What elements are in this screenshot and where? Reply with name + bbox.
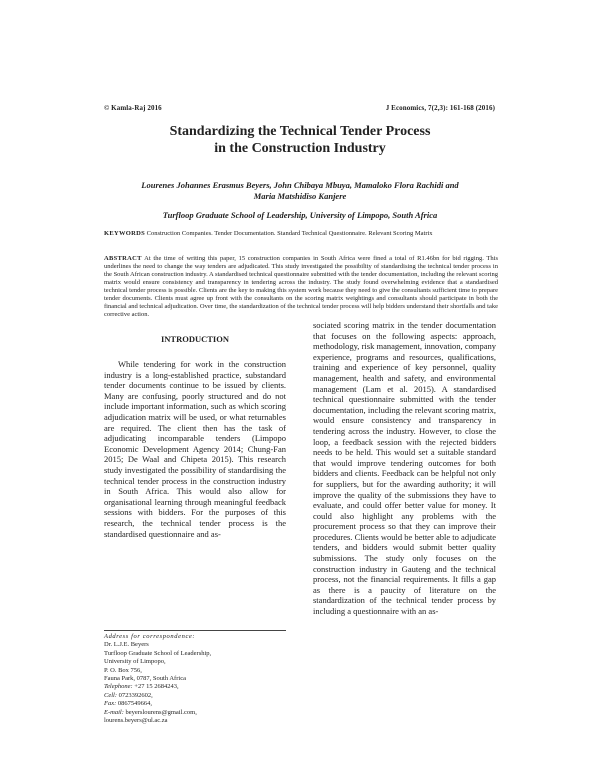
- copyright-notice: © Kamla-Raj 2016: [104, 104, 162, 112]
- abstract-block: [104, 255, 498, 319]
- introduction-heading: INTRODUCTION: [160, 334, 229, 344]
- cell-value: 0723392602,: [118, 691, 153, 699]
- journal-citation: J Economics, 7(2,3): 161-168 (2016): [385, 104, 495, 112]
- keywords-text: Construction Companies. Tender Documentation. Standard Technical Questionnaire. Relevant Scoring Matrix: [146, 230, 433, 237]
- title-line-2: in the Construction Industry: [214, 141, 386, 156]
- running-head: [104, 104, 495, 112]
- correspondence-city: Fauna Park, 0787, South Africa: [104, 675, 186, 683]
- correspondence-university: University of Limpopo,: [104, 658, 166, 666]
- correspondence-po-box: P. O. Box 756,: [104, 666, 142, 674]
- abstract-label: ABSTRACT: [104, 255, 142, 262]
- fax-value: 0867549664,: [117, 700, 153, 708]
- footnote-divider: [104, 630, 286, 631]
- abstract-text: At the time of writing this paper, 15 construction companies in South Africa were fined a total of R1.46bn for bid rigging. This underlines the need to change the way tenders are adjudicated. This study investigated the possibility of standardising the technical tender process in the South African construction industry. A standardised technical questionnaire submitted with the tender documentation, including the relevant scoring matrix would ensure consistency and transparency in tendering across the industry. The study found overwhelming evidence that a standardised technical tender process is possible. Clients are the key to making this system work because they need to give the consultants sufficient time to prepare tender documents. Clients must agree up front with the consultants on the scoring matrix weightings and consultants should participate in both the financial and technical adjudication. Over time, the standardization of the technical tender process will help bidders understand their shortfalls and take corrective action.: [104, 255, 498, 318]
- cell-label: Cell:: [104, 691, 117, 699]
- correspondence-org: Turfloop Graduate School of Leadership,: [104, 649, 212, 657]
- email-value-1[interactable]: beyerslourens@gmail.com,: [125, 708, 197, 716]
- keywords-label: KEYWORDS: [104, 230, 146, 237]
- telephone-value: +27 15 2684243,: [134, 683, 179, 691]
- correspondence-telephone: [104, 683, 286, 691]
- right-column: [313, 320, 496, 617]
- correspondence-fax: [104, 700, 286, 708]
- correspondence-name: Dr. L.J.E. Beyers: [104, 641, 149, 649]
- fax-label: Fax:: [104, 700, 117, 708]
- authors-line-2: Maria Matshidiso Kanjere: [253, 191, 347, 201]
- email-value-2[interactable]: lourens.beyers@ul.ac.za: [104, 717, 168, 725]
- telephone-label: Telephone:: [104, 683, 133, 691]
- author-affiliation: Turfloop Graduate School of Leadership, University of Limpopo, South Africa: [162, 210, 438, 220]
- left-column: [104, 334, 286, 539]
- intro-paragraph-left: While tendering for work in the construction industry is a long-established practice, substandard tender documents continue to be issued by clients. Many are confusing, poorly structured and do not include important information, such as which scoring adjudication matrix will be used, or what returnables are required. The client then has the task of adjudicating incomparable tenders (Limpopo Economic Development Agency 2014; Chung-Fan 2015; De Waal and Chipeta 2015). This research study investigated the possibility of standardising the technical tender process in the construction industry in South Africa. This would also allow for organisational learning through meaningful feedback sessions with bidders. For the purposes of this research, the technical tender process is the standardised questionnaire and as-: [104, 359, 286, 539]
- keywords-block: [104, 230, 498, 238]
- authors-line-1: Lourenes Johannes Erasmus Beyers, John Chibaya Mbuya, Mamaloko Flora Rachidi and: [141, 180, 459, 190]
- title-line-1: Standardizing the Technical Tender Process: [169, 124, 431, 139]
- intro-paragraph-right: sociated scoring matrix in the tender documentation that focuses on the following aspects: approach, methodology, risk management, innovation, company experience, programs and resources, qualifications, training and experience of key personnel, quality management, health and safety, and environmental management (Lam et al. 2015). A standardised technical questionnaire submitted with the tender documentation, including the relevant scoring matrix, would ensure consistency and transparency in tendering across the industry. However, to close the loop, a feedback session with the rejected bidders needs to be held. This would set a suitable standard that would improve tendering outcomes for both bidders and clients. Feedback can be helpful not only for suppliers, but for the awarding authority; it will improve the quality of the submissions they have to evaluate, and could offer better value for money. It could also highlight any problems with the procurement process so that they can improve their procedures. Clients would be better able to adjudicate tenders, and bidders would submit better quality submissions. The study only focuses on the construction industry in Gauteng and the technical process, not the financial requirements. It fills a gap as there is a paucity of literature on the standardization of the technical tender process by including a questionnaire with an as-: [313, 320, 496, 617]
- paper-title: [0, 123, 600, 157]
- correspondence-label: Address for correspondence:: [104, 633, 196, 640]
- email-label: E-mail:: [104, 708, 124, 716]
- author-list: [130, 180, 470, 202]
- correspondence-block: [104, 633, 286, 725]
- correspondence-cell: [104, 692, 286, 700]
- correspondence-email: [104, 709, 286, 717]
